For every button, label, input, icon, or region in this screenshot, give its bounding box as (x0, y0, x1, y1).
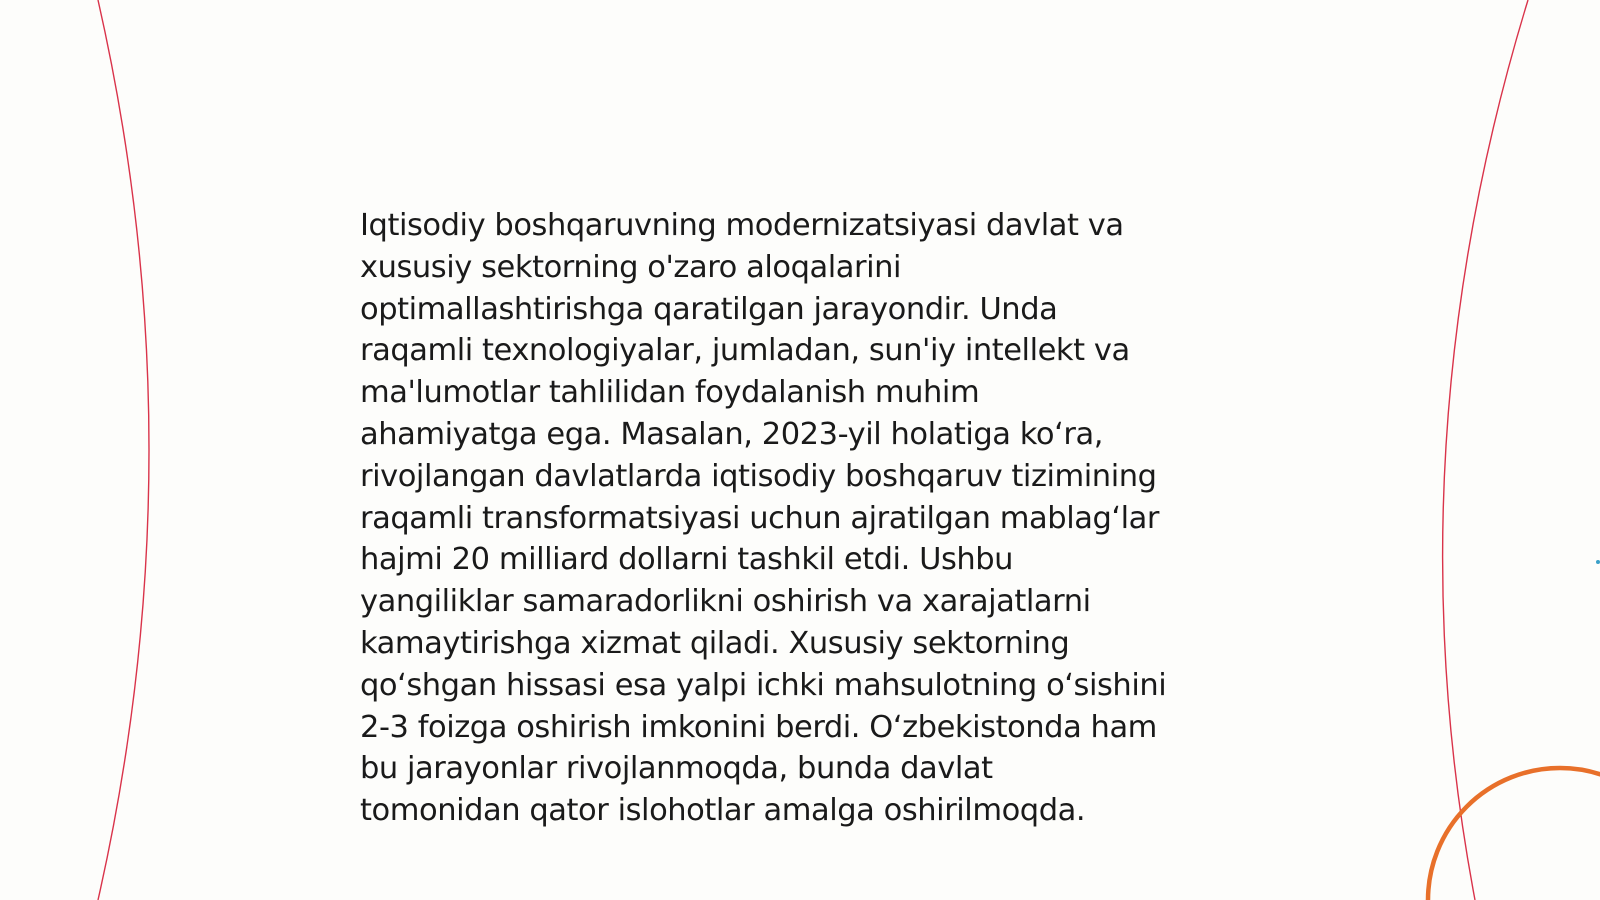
paragraph-line: hajmi 20 milliard dollarni tashkil etdi. Ushbu (360, 542, 1014, 578)
paragraph-line: ahamiyatga ega. Masalan, 2023-yil holatiga ko‘ra, (360, 416, 1103, 452)
paragraph-line: xususiy sektorning o'zaro aloqalarini (360, 249, 902, 285)
body-paragraph (360, 205, 1250, 832)
paragraph-line: bu jarayonlar rivojlanmoqda, bunda davlat (360, 751, 993, 787)
left-curve-line (98, 0, 149, 900)
paragraph-line: qo‘shgan hissasi esa yalpi ichki mahsulotning o‘sishini (360, 667, 1167, 703)
paragraph-line: rivojlangan davlatlarda iqtisodiy boshqaruv tizimining (360, 458, 1157, 494)
right-curve-line (1443, 0, 1528, 900)
paragraph-line: 2-3 foizga oshirish imkonini berdi. O‘zbekistonda ham (360, 709, 1157, 745)
blue-dot (1596, 560, 1600, 564)
paragraph-line: optimallashtirishga qaratilgan jarayondir. Unda (360, 291, 1058, 327)
paragraph-line: yangiliklar samaradorlikni oshirish va xarajatlarni (360, 584, 1091, 620)
paragraph-line: tomonidan qator islohotlar amalga oshirilmoqda. (360, 793, 1086, 829)
paragraph-line: raqamli transformatsiyasi uchun ajratilgan mablag‘lar (360, 500, 1159, 536)
paragraph-line: Iqtisodiy boshqaruvning modernizatsiyasi davlat va (360, 208, 1124, 243)
orange-circle-outline (1428, 768, 1600, 900)
paragraph-line: raqamli texnologiyalar, jumladan, sun'iy intellekt va (360, 333, 1130, 369)
paragraph-line: kamaytirishga xizmat qiladi. Xususiy sektorning (360, 625, 1070, 661)
paragraph-line: ma'lumotlar tahlilidan foydalanish muhim (360, 375, 980, 411)
